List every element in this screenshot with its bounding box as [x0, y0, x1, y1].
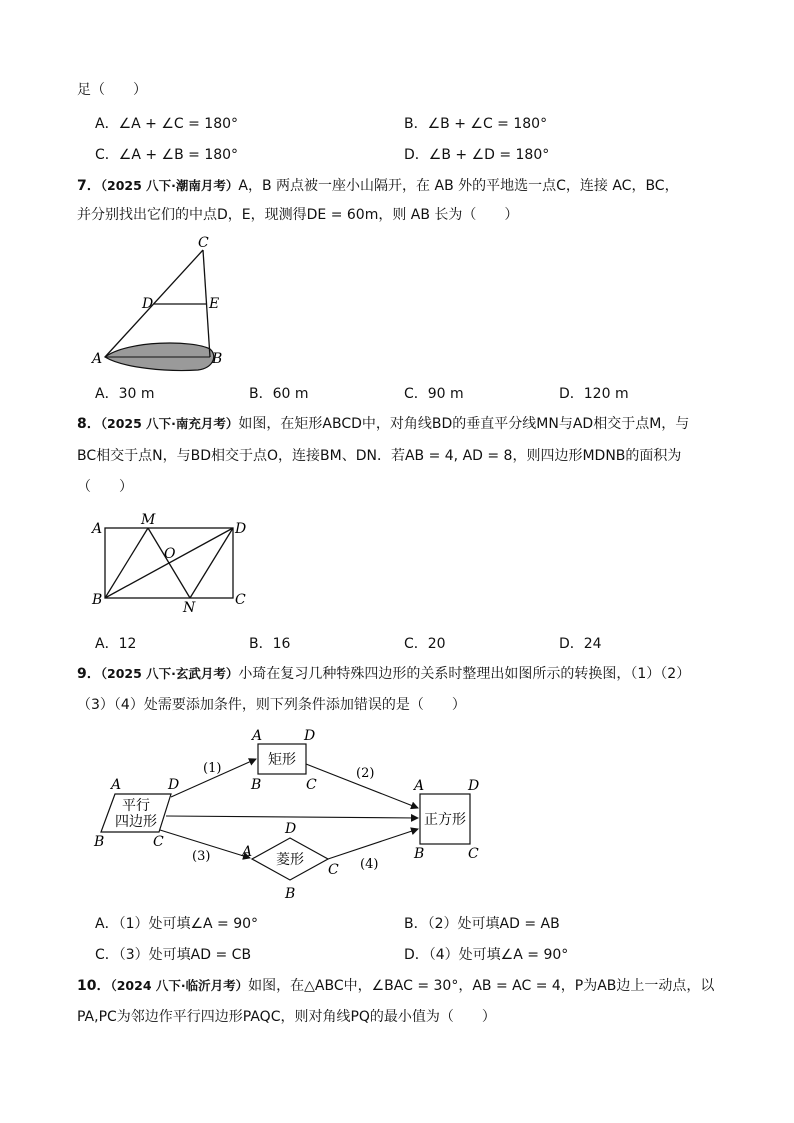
parallelogram-label-1: 平行	[122, 798, 150, 814]
q8-source: （2025 八下·南充月考）	[100, 416, 239, 431]
q9-line2: （3）（4）处需要添加条件，则下列条件添加错误的是（ ）	[77, 697, 466, 713]
rhombus-label: 菱形	[276, 852, 304, 868]
q7-line1	[77, 176, 679, 196]
sq-label-d: D	[468, 778, 480, 794]
label-n: N	[183, 600, 196, 616]
sq-label-a: A	[414, 778, 425, 794]
q7-source: （2025 八下·潮南月考）	[100, 178, 239, 193]
rect-label-c: C	[306, 777, 317, 793]
q8-line2: BC相交于点N，与BD相交于点O，连接BM、DN．若AB = 4, AD = 8，则四边形MDNB的面积为	[77, 448, 682, 464]
q6-option-a[interactable]: A．∠A + ∠C = 180°	[95, 116, 239, 132]
q9-source: （2025 八下·玄武月考）	[100, 666, 239, 681]
label-a: A	[92, 521, 103, 537]
q8-number: 8．	[77, 416, 101, 432]
q8-line1	[77, 414, 689, 434]
q9-transform-diagram	[88, 722, 488, 907]
label-d: D	[235, 521, 247, 537]
q8-text-1: 如图，在矩形ABCD中，对角线BD的垂直平分线MN与AD相交于点M，与	[238, 416, 690, 432]
rhom-label-d: D	[285, 821, 297, 837]
label-b: B	[212, 351, 223, 367]
parallelogram-label-2: 四边形	[115, 814, 157, 830]
label-a: A	[92, 351, 103, 367]
q10-line1	[77, 976, 714, 996]
q8-option-d[interactable]: D．24	[559, 636, 602, 652]
square-label: 正方形	[424, 812, 466, 828]
q9-number: 9．	[77, 666, 101, 682]
q10-source: （2024 八下·临沂月考）	[110, 978, 249, 993]
q6-option-d[interactable]: D．∠B + ∠D = 180°	[404, 147, 550, 163]
rhom-label-a: A	[242, 844, 253, 860]
sq-label-b: B	[414, 846, 425, 862]
q9-option-c[interactable]: C．（3）处可填AD = CB	[95, 947, 252, 963]
para-label-b: B	[94, 834, 105, 850]
para-label-c: C	[153, 834, 164, 850]
arrow-direct	[166, 816, 418, 818]
step-1-label: (1)	[203, 761, 222, 776]
q7-text-1: A，B 两点被一座小山隔开，在 AB 外的平地选一点C，连接 AC，BC，	[238, 178, 679, 194]
q9-option-d[interactable]: D．（4）处可填∠A = 90°	[404, 947, 569, 963]
q7-line2: 并分别找出它们的中点D，E，现测得DE = 60m，则 AB 长为（ ）	[77, 207, 519, 223]
label-d: D	[142, 296, 154, 312]
q7-option-a[interactable]: A．30 m	[95, 386, 155, 402]
q8-figure	[88, 508, 258, 618]
q7-option-c[interactable]: C．90 m	[404, 386, 464, 402]
q9-option-b[interactable]: B．（2）处可填AD = AB	[404, 916, 560, 932]
q6-tail: 足（ ）	[77, 82, 147, 98]
q8-option-c[interactable]: C．20	[404, 636, 446, 652]
arrow-4	[328, 829, 418, 859]
segment-mn	[148, 528, 190, 598]
rhom-label-c: C	[328, 862, 339, 878]
rect-label-b: B	[251, 777, 262, 793]
label-c: C	[235, 592, 246, 608]
q7-number: 7．	[77, 178, 101, 194]
segment-dn	[190, 528, 233, 598]
q10-text-1: 如图，在△ABC中，∠BAC = 30°，AB = AC = 4，P为AB边上一动点，以	[248, 978, 715, 994]
q6-option-c[interactable]: C．∠A + ∠B = 180°	[95, 147, 239, 163]
q9-option-a[interactable]: A．（1）处可填∠A = 90°	[95, 916, 259, 932]
step-2-label: (2)	[356, 766, 375, 781]
q8-option-a[interactable]: A．12	[95, 636, 137, 652]
q9-text-1: 小琦在复习几种特殊四边形的关系时整理出如图所示的转换图，（1）（2）	[238, 666, 691, 682]
label-b: B	[92, 592, 103, 608]
rect-label-d: D	[304, 728, 316, 744]
segment-bm	[105, 528, 148, 598]
rectangle-label: 矩形	[268, 752, 296, 768]
q10-number: 10．	[77, 978, 111, 994]
rhom-label-b: B	[285, 886, 296, 902]
q8-line3: （ ）	[77, 479, 133, 495]
para-label-d: D	[168, 777, 180, 793]
q6-option-b[interactable]: B．∠B + ∠C = 180°	[404, 116, 548, 132]
label-o: O	[164, 546, 176, 562]
sq-label-c: C	[468, 846, 479, 862]
para-label-a: A	[111, 777, 122, 793]
step-3-label: (3)	[192, 849, 211, 864]
label-e: E	[209, 296, 220, 312]
q7-option-b[interactable]: B．60 m	[249, 386, 309, 402]
q7-option-d[interactable]: D．120 m	[559, 386, 629, 402]
label-c: C	[198, 235, 209, 251]
q7-figure	[88, 232, 238, 377]
label-m: M	[141, 512, 156, 528]
q9-line1	[77, 664, 690, 684]
rect-label-a: A	[252, 728, 263, 744]
q8-option-b[interactable]: B．16	[249, 636, 291, 652]
step-4-label: (4)	[360, 857, 379, 872]
q10-line2: PA,PC为邻边作平行四边形PAQC，则对角线PQ的最小值为（ ）	[77, 1009, 496, 1025]
